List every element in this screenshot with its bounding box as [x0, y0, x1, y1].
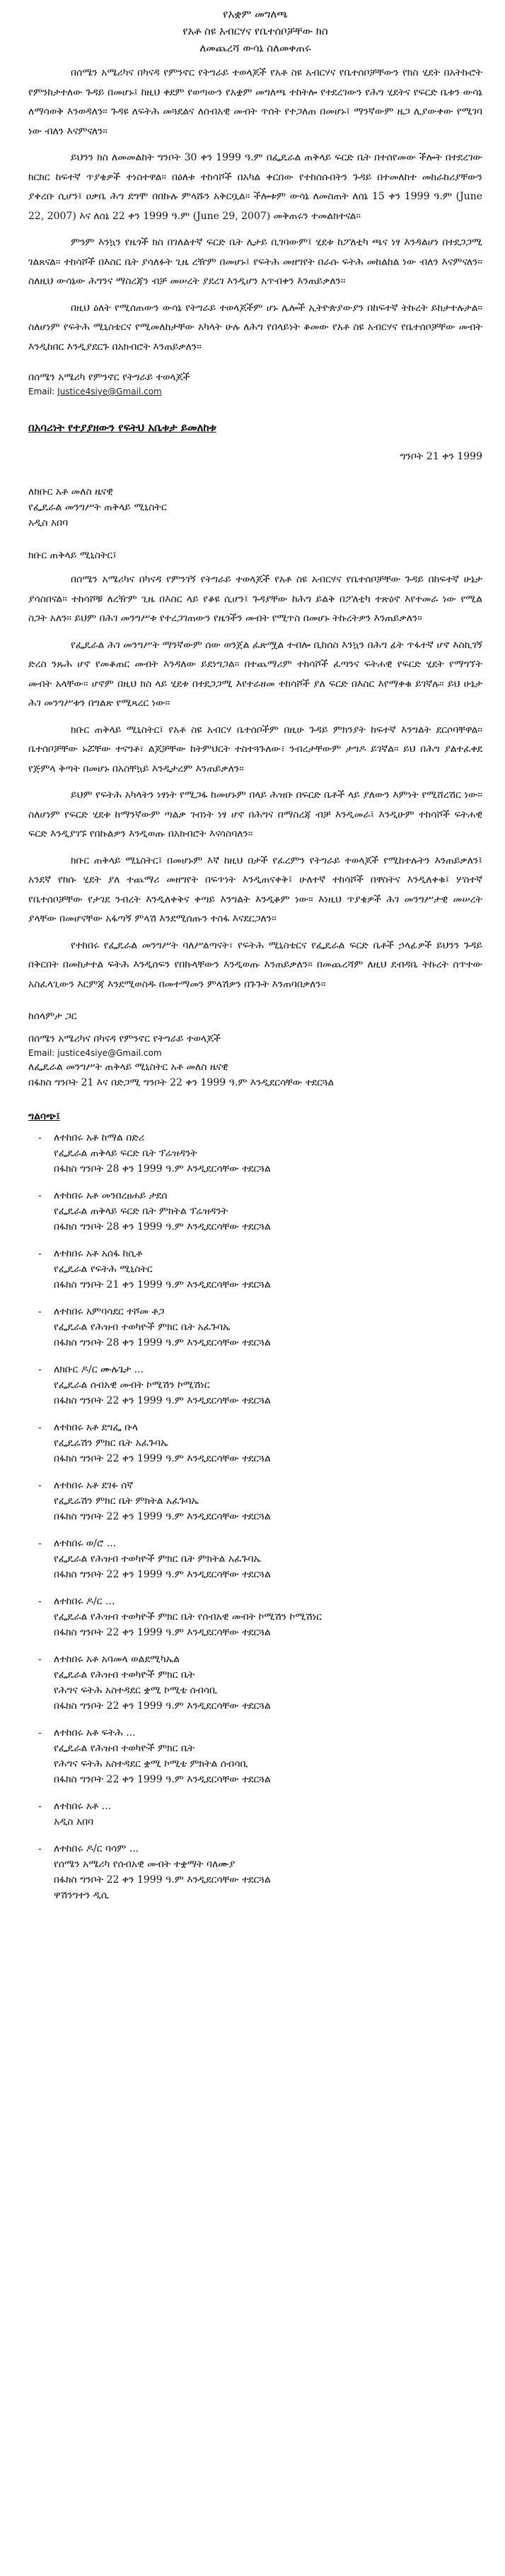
cc-item [28, 1362, 482, 1408]
letter-body [28, 570, 482, 994]
letter-salutation: ክቡር ጠቅላይ ሚኒስትር፤ [28, 550, 117, 561]
cc-recipient-detail: በፋክስ ግንቦት 22 ቀን 1999 ዓ.ም እንዲደርሳቸው ተደርጓል [54, 1453, 271, 1464]
signature-email-line [28, 385, 482, 398]
statement-subtitle-1: የአቶ ስዩ አብርሃና የቤተሰቦቻቸው ክስ [182, 25, 328, 37]
cc-item [28, 1130, 482, 1177]
closing-email: Email: justice4siye@Gmail.com [28, 1048, 162, 1058]
cc-recipient-name: - ለተከበሩ አቶ ከማል በድሪ [54, 1132, 145, 1143]
cc-recipient-detail: አዲስ አበባ [54, 1816, 94, 1828]
cc-recipient-name: - ለተከበሩ ወ/ሮ ... [54, 1538, 117, 1549]
intro-body [28, 64, 482, 357]
closing-copy-line-2: በፋክስ ግንቦት 21 እና በድጋሚ ግንቦት 22 ቀን 1999 ዓ.ም እንዲደርሳቸው ተደርጓል [28, 1077, 335, 1088]
cc-recipient-detail: የፌዴሬሽን ምክር ቤት ምክትል አፈጉባኤ [54, 1495, 199, 1507]
letter-date: ግንቦት 21 ቀን 1999 [400, 451, 482, 462]
cc-heading: ግልባጭ፤ [28, 1111, 60, 1122]
cc-recipient-name: - ለተከበሩ ዶ/ር ... [54, 1596, 115, 1607]
cc-item [28, 1652, 482, 1714]
cc-item [28, 1594, 482, 1640]
cc-recipient-name: - ለተከበሩ አቶ ደገፉ ሰኛ [54, 1480, 134, 1491]
cc-recipient-name: - ለተከበሩ አቶ መንበረፀሐይ ታደሰ [54, 1190, 168, 1201]
cc-recipient-name: - ለተከበሩ ዶ/ር ባሳም ... [54, 1843, 139, 1854]
cc-recipient-detail: የፌዴራል የሕዝብ ተወካዮች ምክር ቤት [54, 1669, 195, 1681]
cc-item [28, 1420, 482, 1466]
cc-recipient-detail: በፋክስ ግንቦት 22 ቀን 1999 ዓ.ም እንዲደርሳቸው ተደርጓል [54, 1395, 271, 1406]
cc-recipient-name: - ለተከበሩ አቶ ... [54, 1801, 112, 1812]
cc-item [28, 1536, 482, 1582]
signature-org: በሰሜን አሜሪካ የምንኖር የትግራይ ተወላጆች [28, 372, 190, 383]
recipient-city: አዲስ አበባ [28, 517, 69, 529]
intro-paragraph-4: በዚህ ዕለት የሚሰጠውን ውሳኔ የትግራይ ተወላጆችም ሆኑ ሌሎች ኢትዮጵያውያን በከፍተኛ ትኩረት ይከታተሉታል። ስለሆነም የፍትሕ ሚኒስቴርና የሚመለከታቸው አካላት ሁሉ ለሕግ የበላይነት ቆመው የአቶ ስዩ አብርሃና የቤተሰቦቻቸው መብት እንዲከበር እንዲያደርጉ በአክብሮት እንጠይቃለን። [28, 302, 482, 353]
cc-recipient-name: - ለተከበሩ አቶ አሰፋ ከሲቶ [54, 1248, 143, 1259]
statement-signature [28, 370, 482, 398]
cc-recipient-detail: በፋክስ ግንቦት 22 ቀን 1999 ዓ.ም እንዲደርሳቸው ተደርጓል [54, 1874, 271, 1886]
letter-heading: በአባሪነት የተያያዘውን የፍትህ አቤቱታ ይመለከቱ [28, 421, 216, 434]
letter-closing [28, 1008, 482, 1090]
cc-recipient-detail: የፌዴራል የሕዝብ ተወካዮች ምክር ቤት [54, 1743, 195, 1754]
cc-recipient-detail: በፋክስ ግንቦት 22 ቀን 1999 ዓ.ም እንዲደርሳቸው ተደርጓል [54, 1511, 271, 1522]
cc-recipient-detail: የፌዴራል የሕዝብ ተወካዮች ምክር ቤት አፈጉባኤ [54, 1322, 231, 1333]
cc-recipient-detail: በፋክስ ግንቦት 21 ቀን 1999 ዓ.ም እንዲደርሳቸው ተደርጓል [54, 1279, 271, 1290]
cc-recipient-detail: በፋክስ ግንቦት 28 ቀን 1999 ዓ.ም እንዲደርሳቸው ተደርጓል [54, 1163, 271, 1175]
cc-recipient-detail: በፋክስ ግንቦት 28 ቀን 1999 ዓ.ም እንዲደርሳቸው ተደርጓል [54, 1221, 271, 1233]
recipient-title: የፌዴራል መንግሥት ጠቅላይ ሚኒስትር [28, 502, 167, 513]
cc-recipient-detail: የሕግና ፍትሕ አስተዳደር ቋሚ ኮሚቴ ምክትል ሰብሳቢ [54, 1758, 248, 1770]
cc-recipient-detail: በፋክስ ግንቦት 28 ቀን 1999 ዓ.ም እንዲደርሳቸው ተደርጓል [54, 1337, 271, 1348]
letter-paragraph-5: ክቡር ጠቅላይ ሚኒስትር፤ በመሆኑም እኛ ከዚህ በታች የፈረምን የትግራይ ተወላጆች የሚከተሉትን እንጠይቃለን፤ አንደኛ የክሱ ሂደት ያለ ተጨማሪ መዘግየት በፍጥነት እንዲጠናቀቅ፤ ሁለተኛ ተከሳሾች በዋስትና እንዲለቀቁ፤ ሦስተኛ የቤተሰቦቻቸው የታገደ ንብረት እንዲለቀቅና ቀጣይ እንግልት እንዲቆም ነው። እነዚህ ጥያቄዎች ሕገ መንግሥታዊ መሠረት ያላቸው በመሆናቸው አፋጣኝ ምላሽ እንደሚሰጡን ተስፋ እናደርጋለን። [28, 854, 482, 924]
cc-recipient-name: - ለተከበሩ አቶ አባመላ ወልደሚካኤል [54, 1654, 180, 1665]
closing-copy-line-1: ለፌዴራል መንግሥት ጠቅላይ ሚኒስትር አቶ መለስ ዜናዊ [28, 1061, 228, 1073]
email-link[interactable]: Justice4siye@Gmail.com [57, 387, 162, 396]
cc-item [28, 1478, 482, 1524]
cc-recipient-detail: የሰሜን አሜሪካ የሰብአዊ መብት ተቋማት ባለሙያ [54, 1859, 236, 1870]
statement-title: የአቋም መግለጫ [223, 8, 288, 20]
cc-recipient-detail: በፋክስ ግንቦት 22 ቀን 1999 ዓ.ም እንዲደርሳቸው ተደርጓል [54, 1700, 271, 1712]
cc-item [28, 1246, 482, 1293]
cc-recipient-name: - ለክቡር ዶ/ር ሙሉጌታ ... [54, 1364, 144, 1375]
cc-list [28, 1130, 482, 1903]
statement-subtitle-2: ለመጨረሻ ውሳኔ ስለመቀጠሩ [199, 42, 311, 54]
cc-recipient-detail: በፋክስ ግንቦት 22 ቀን 1999 ዓ.ም እንዲደርሳቸው ተደርጓል [54, 1774, 271, 1785]
cc-item [28, 1841, 482, 1903]
cc-recipient-detail: የፌዴራል የሕዝብ ተወካዮች ምክር ቤት የሰብአዊ መብት ኮሚሽን ኮሚሽነር [54, 1611, 322, 1623]
intro-paragraph-2: ይህንን ክስ ለመመልከት ግንቦት 30 ቀን 1999 ዓ.ም በፌዴራል ጠቅላይ ፍርድ ቤት በተሰየመው ችሎት በተደረገው ክርክር ከፍተኛ ጥያቄዎች ተነስተዋል። በዕለቱ ተከሳሾች በአካል ቀርበው የተከሰሱበትን ጉዳይ በተመለከተ መከራከሪያቸውን ያቀረቡ ሲሆን፤ ዐቃቤ ሕግ ደግሞ በበኩሉ ምላሹን አቅርቧል። ችሎቱም ውሳኔ ለመስጠት ለሰኔ 15 ቀን 1999 ዓ.ም (June 22, 2007) እና ለሰኔ 22 ቀን 1999 ዓ.ም (June 29, 2007) መቅጠሩን ተመልክተናል። [28, 152, 482, 222]
closing-org: በሰሜን አሜሪካና በካናዳ የምንኖር የትግራይ ተወላጆች [28, 1033, 221, 1045]
cc-item [28, 1304, 482, 1351]
intro-paragraph-1: በሰሜን አሜሪካና በካናዳ የምንኖር የትግራይ ተወላጆች የአቶ ስዩ አብርሃና የቤተሰቦቻቸውን የክስ ሂደት በአትኩሮት የምንከታተለው ጉዳይ በመሆኑ፤ ከዚህ ቀደም የወጣውን የአቋም መግለጫ ተከትሎ የተደረገውን የሕግ ሂደትና የፍርድ ቤቱን ውሳኔ ለማሳወቅ እንወዳለን። ጉዳዩ ለፍትሕ መጓደልና ለሰብአዊ መብት ጥሰት የተጋለጠ በመሆኑ፤ ማንኛውም ዜጋ ሊያውቀው የሚገባ ነው ብለን እናምናለን። [28, 67, 482, 137]
cc-recipient-detail: የፌዴሬሽን ምክር ቤት አፈጉባኤ [54, 1437, 168, 1449]
cc-item [28, 1188, 482, 1235]
cc-recipient-detail: የሕግና ፍትሕ አስተዳደር ቋሚ ኮሚቴ ሰብሳቢ [54, 1685, 218, 1696]
cc-recipient-name: - ለተከበሩ አምባሳደር ተሾመ ቶጋ [54, 1306, 165, 1317]
cc-recipient-detail: የፌዴራል ሰብአዊ መብት ኮሚሽን ኮሚሽነር [54, 1380, 210, 1391]
cc-recipient-detail: የፌዴራል የፍትሕ ሚኒስትር [54, 1264, 153, 1275]
letter-paragraph-2: የፌዴራል ሕገ መንግሥት ማንኛውም ሰው ወንጀል ፈጽሟል ተብሎ ቢከሰስ እንኳን በሕግ ፊት ጥፋተኛ ሆኖ እስኪገኝ ድረስ ንጹሕ ሆኖ የመቆጠር መብት እንዳለው ይደነግጋል። በተጨማሪም ተከሳሾች ፈጣንና ፍትሐዊ የፍርድ ሂደት የማግኘት መብት አላቸው። ሆኖም በዚህ ክስ ላይ ሂደቱ በተደጋጋሚ እየተራዘመ ተከሳሾች ያለ ፍርድ በእስር እየማቀቁ ይገኛሉ። ይህ ሁኔታ ሕገ መንግሥቱን በግልጽ የሚጻረር ነው። [28, 639, 482, 709]
cc-recipient-detail: የፌዴራል ጠቅላይ ፍርድ ቤት ምክትል ፕሬዝዳንት [54, 1206, 228, 1217]
letter-paragraph-6: የተከበሩ የፌዴራል መንግሥት ባለሥልጣናት፣ የፍትሕ ሚኒስቴርና የፌዴራል ፍርድ ቤቶች ኃላፊዎች ይህንን ጉዳይ በቅርበት በመከታተል ፍትሕ እንዲሰፍን የበኩላቸውን እንዲወጡ እንጠይቃለን። በመጨረሻም ለዚህ ደብዳቤ ትኩረት ሰጥተው አስፈላጊውን እርምጃ እንደሚወስዱ በመተማመን ምላሽዎን በጉጉት እንጠባበቃለን። [28, 939, 482, 990]
cc-item [28, 1725, 482, 1787]
letter-paragraph-1: በሰሜን አሜሪካና በካናዳ የምንገኝ የትግራይ ተወላጆች የአቶ ስዩ አብርሃና የቤተሰቦቻቸው ጉዳይ በከፍተኛ ሁኔታ ያሳስበናል። ተከሳሾቹ ለረዥም ጊዜ በእስር ላይ የቆዩ ሲሆን፤ ጉዳያቸው ከሕግ ይልቅ በፖለቲካ ተጽዕኖ እየተመራ ነው የሚል ስጋት አለን። ይህም በሕገ መንግሥቱ የተረጋገጠውን የዜጎችን መብት የሚጥስ በመሆኑ ትኩረትዎን እንጠይቃለን። [28, 574, 482, 624]
cc-recipient-detail: በፋክስ ግንቦት 22 ቀን 1999 ዓ.ም እንዲደርሳቸው ተደርጓል [54, 1627, 271, 1638]
letter-recipient [28, 484, 482, 531]
cc-item [28, 1799, 482, 1830]
closing-phrase: ከሰላምታ ጋር [28, 1011, 77, 1022]
recipient-name: ለክቡር አቶ መለስ ዜናዊ [28, 486, 113, 498]
email-label: Email: [28, 387, 58, 396]
cc-recipient-detail: ዋሽንግተን ዲሲ [54, 1890, 110, 1901]
cc-recipient-detail: የፌዴራል የሕዝብ ተወካዮች ምክር ቤት ምክትል አፈጉባኤ [54, 1553, 261, 1565]
cc-recipient-detail: በፋክስ ግንቦት 22 ቀን 1999 ዓ.ም እንዲደርሳቸው ተደርጓል [54, 1569, 271, 1580]
cc-recipient-name: - ለተከበሩ አቶ ደግፌ ቡላ [54, 1422, 139, 1433]
letter-paragraph-3: ክቡር ጠቅላይ ሚኒስትር፤ የአቶ ስዩ አብርሃ ቤተሰቦችም በዚሁ ጉዳይ ምክንያት ከፍተኛ እንግልት ደርሶባቸዋል። ቤተሰቦቻቸው ኑሯቸው ተናግቶ፣ ልጆቻቸው ከትምህርት ተስተጓጉለው፣ ንብረታቸውም ታግዶ ይገኛል። ይህ በሕግ ያልተፈቀደ የጅምላ ቅጣት በመሆኑ በአስቸኳይ እንዲታረም እንጠይቃለን። [28, 724, 482, 775]
cc-recipient-detail: የፌዴራል ጠቅላይ ፍርድ ቤት ፕሬዝዳንት [54, 1148, 197, 1159]
cc-recipient-name: - ለተከበሩ አቶ ፍትሕ ... [54, 1727, 136, 1739]
intro-paragraph-3: ምንም እንኳን የዜጎች ክስ በገለልተኛ ፍርድ ቤት ሊታይ ቢገባውም፤ ሂደቱ ከፖለቲካ ጫና ነፃ እንዳልሆነ በተደጋጋሚ ገልጸናል። ተከሳሾች በእስር ቤት ያሳለፉት ጊዜ ረዥም በመሆኑ፤ የፍትሕ መዘግየት በራሱ ፍትሕ መከልከል ነው ብለን እናምናለን። ስለዚህ ውሳኔው ሕግንና ማስረጃን ብቻ መሠረት ያደረገ እንዲሆን አጥብቀን እንጠይቃለን። [28, 237, 482, 287]
letter-paragraph-4: ይህም የፍትሕ አካላትን ነፃነት የሚጋፋ ከመሆኑም በላይ ሕዝቡ በፍርድ ቤቶች ላይ ያለውን እምነት የሚሸረሽር ነው። ስለሆነም የፍርድ ሂደቱ ከማንኛውም ጣልቃ ገብነት ነፃ ሆኖ በሕግና በማስረጃ ብቻ እንዲመራ፤ እንዲሁም ተከሳሾች ፍትሐዊ ፍርድ እንዲያገኙ የበኩልዎን እንዲወጡ በአክብሮት እናሳስባለን። [28, 789, 482, 840]
